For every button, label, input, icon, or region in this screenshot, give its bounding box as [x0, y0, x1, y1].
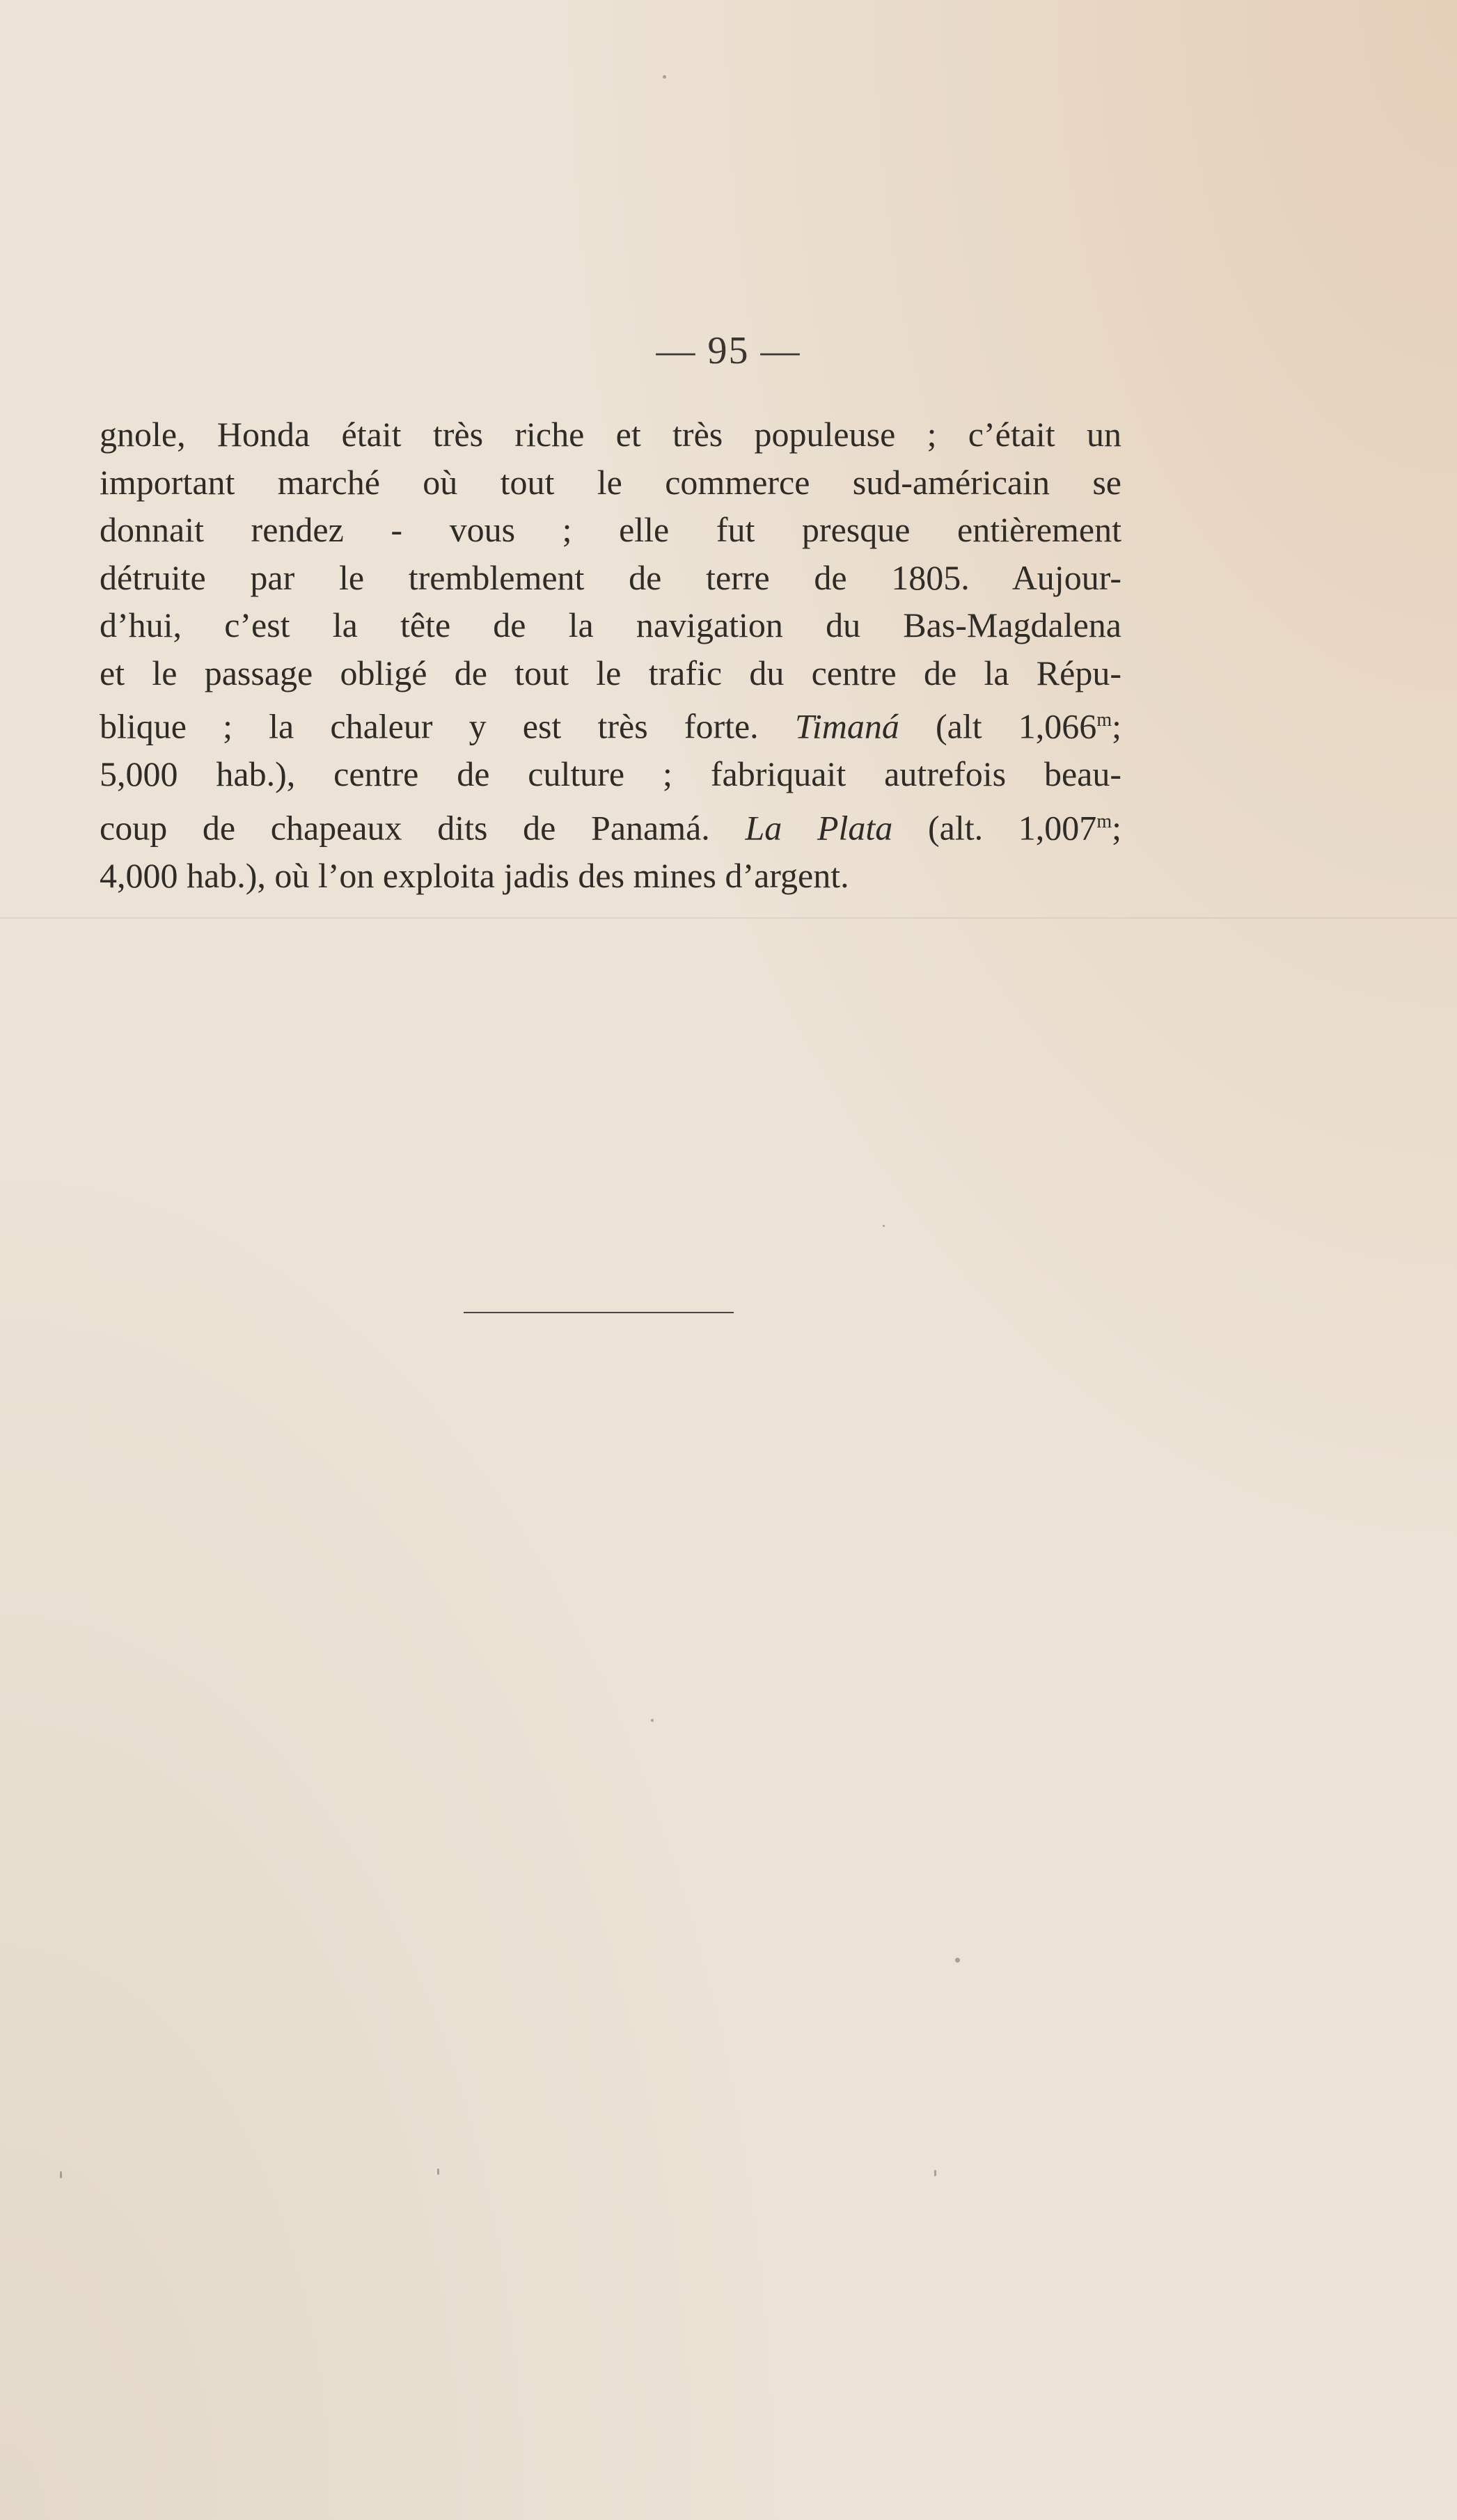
paper-speck	[934, 2170, 936, 2176]
body-paragraph	[100, 411, 1121, 899]
text-line-10: 4,000 hab.), où l’on exploita jadis des mines d’argent.	[100, 855, 849, 895]
page-number: — 95 —	[656, 329, 801, 372]
timana-semicolon: ;	[1112, 706, 1121, 746]
paper-fold-shadow	[0, 917, 1457, 919]
text-line-1: gnole, Honda était très riche et très populeuse ; c’était un	[100, 415, 1121, 454]
la-plata-altitude: (alt. 1,007	[928, 808, 1097, 848]
text-line-7	[100, 697, 1121, 750]
paper-speck	[651, 1719, 654, 1722]
text-line-7-start: blique ; la chaleur y est très forte.	[100, 706, 759, 746]
la-plata-altitude-unit: m	[1096, 810, 1112, 832]
text-line-8: 5,000 hab.), centre de culture ; fabriquait autrefois beau-	[100, 754, 1121, 794]
paper-speck	[883, 1225, 885, 1227]
text-line-3: donnait rendez - vous ; elle fut presque entièrement	[100, 510, 1121, 549]
place-name-la-plata: La Plata	[745, 808, 893, 848]
timana-altitude-unit: m	[1096, 709, 1112, 731]
text-line-9	[100, 798, 1121, 852]
paper-speck	[60, 2171, 62, 2178]
text-line-5: d’hui, c’est la tête de la navigation du Bas-Magdalena	[100, 605, 1121, 644]
text-line-4: détruite par le tremblement de terre de 1805. Aujour-	[100, 557, 1121, 597]
text-line-2: important marché où tout le commerce sud-américain se	[100, 462, 1121, 502]
la-plata-semicolon: ;	[1112, 808, 1121, 848]
section-divider-rule	[464, 1312, 734, 1313]
paper-speck	[663, 75, 666, 79]
timana-altitude: (alt 1,066	[936, 706, 1097, 746]
paper-speck	[955, 1958, 960, 1963]
place-name-timana: Timaná	[794, 706, 899, 746]
paper-speck	[437, 2169, 439, 2175]
text-line-6: et le passage obligé de tout le trafic du centre de la Répu-	[100, 653, 1121, 692]
text-line-9-start: coup de chapeaux dits de Panamá.	[100, 808, 710, 848]
